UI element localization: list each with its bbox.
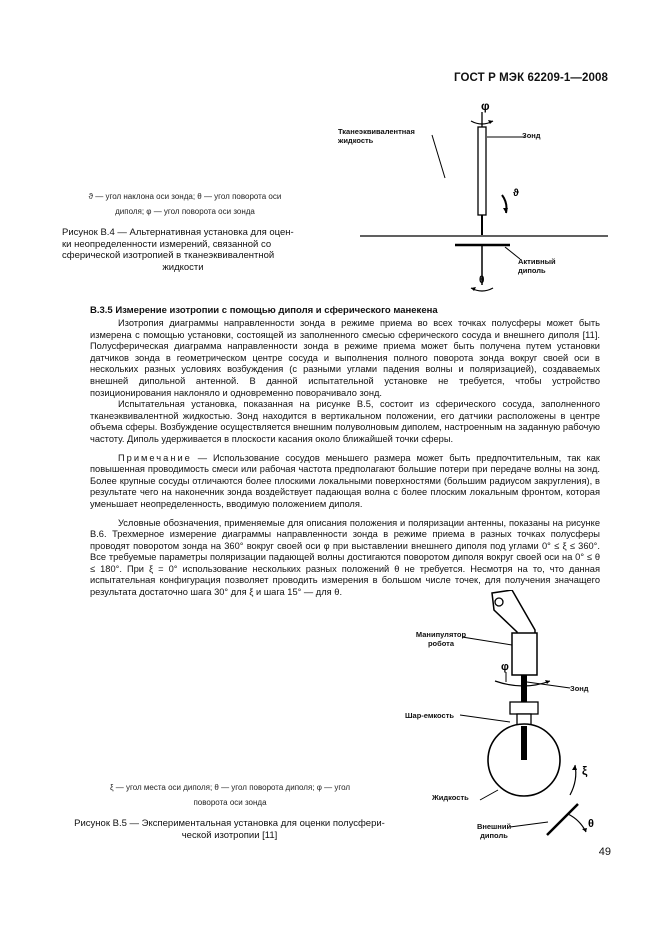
label-external-dipole: Внешний диполь (476, 822, 512, 840)
label-liquid-b5: Жидкость (432, 793, 469, 802)
label-active-dipole: Активный диполь (518, 257, 556, 275)
paragraph-2: Испытательная установка, показанная на рисунке В.5, состоит из сферического сосуда, заполненного тканеэквивалентной жидкостью. Зонд находится в вертикальном положении, его датчики расположены в центре объема сферы. Возбуждение осуществляется внешним полуволновым диполем, настроенным на заданную рабочую частоту. Диполь удерживается в плоскости касания около ближайшей точки сферы. (90, 399, 600, 444)
svg-text:θ: θ (588, 818, 594, 830)
figure-b5-legend: ξ — угол места оси диполя; θ — угол поворота диполя; φ — угол поворота оси зонда (109, 783, 351, 807)
probe-body (478, 127, 486, 215)
external-dipole (547, 804, 578, 835)
label-manipulator: Манипулятор робота (415, 630, 467, 648)
figure-b5-caption: Рисунок В.5 — Экспериментальная установка для оценки полусфери- ческой изотропии [11] (74, 818, 385, 841)
page-header: ГОСТ Р МЭК 62209-1—2008 (454, 72, 608, 84)
page-number: 49 (598, 846, 611, 858)
paragraph-3: Условные обозначения, применяемые для описания положения и поляризации антенны, показаны на рисунке В.6. Трехмерное измерение диаграммы направленности зонда в режиме приема в разных точках полусферы проводят поворотом зонда на 360° вокруг своей оси φ при выставлении внешнего диполя под углами 0° ≤ ξ ≤ 360°. Все требуемые параметры поляризации падающей волны достигаются поворотом диполя вокруг своей оси на 0° ≤ θ ≤ 180°. При ξ = 0° использование нескольких разных положений θ не требуется. Несмотря на то, что данная испытательная конфигурация позволяет проводить измерения в большом числе точек, для получения значащего результата достаточно шага 30° для ξ и шага 15° — для θ. (90, 517, 600, 598)
section-title: В.3.5 Измерение изотропии с помощью диполя и сферического манекена (90, 305, 438, 316)
label-probe-b4: Зонд (522, 131, 541, 140)
svg-text:ξ: ξ (582, 764, 588, 778)
svg-text:φ: φ (501, 661, 509, 673)
figure-b4-caption: Рисунок В.4 — Альтернативная установка для оцен- ки неопределенности измерений, связанной со сферической изотропией в тканеэквивалентной жидкости (62, 227, 294, 273)
label-probe-b5: Зонд (570, 684, 589, 693)
figure-b4-legend: ϑ — угол наклона оси зонда; θ — угол поворота оси диполя; φ — угол поворота оси зонда (88, 192, 282, 216)
note-paragraph: Примечание — Использование сосудов меньшего размера может быть предпочтительным, так как повышенная проводимость смеси или рабочая частота предполагают большие потери при передаче волны на зонд. Более крупные сосуды отличаются более плоскими локальными поверхностями (большим радиусом закругления), в результате чего на наконечник зонда воздействует падающая волна с более плоским локальным фронтом, которая уменьшает неопределенность, вводимую положением диполя. (90, 452, 600, 509)
paragraph-1: Изотропия диаграммы направленности зонда в режиме приема во всех точках полусферы может быть измерена с помощью установки, состоящей из заполненного смесью сферического сосуда и внешнего диполя [11]. Полусферическая диаграмма направленности зонда в режиме приема может быть получена путем установки датчиков зонда в геометрическом центре сосуда и выполнения полного поворота зонда вокруг своей оси в нескольких разных условиях возбуждения (с разными углами падения волны и поляризацией), создаваемых внешней дипольной антенной. В данной испытательной установке не требуется, чтобы устройство позиционирования наклоняло и одновременно поворачивало зонд. (90, 318, 600, 398)
phi-symbol: φ (481, 99, 490, 113)
label-sphere: Шар-емкость (405, 711, 454, 720)
svg-text:θ: θ (479, 275, 485, 286)
svg-text:ϑ: ϑ (513, 188, 519, 199)
label-liquid: Тканеэквивалентная жидкость (338, 127, 415, 145)
body-text (90, 318, 600, 599)
